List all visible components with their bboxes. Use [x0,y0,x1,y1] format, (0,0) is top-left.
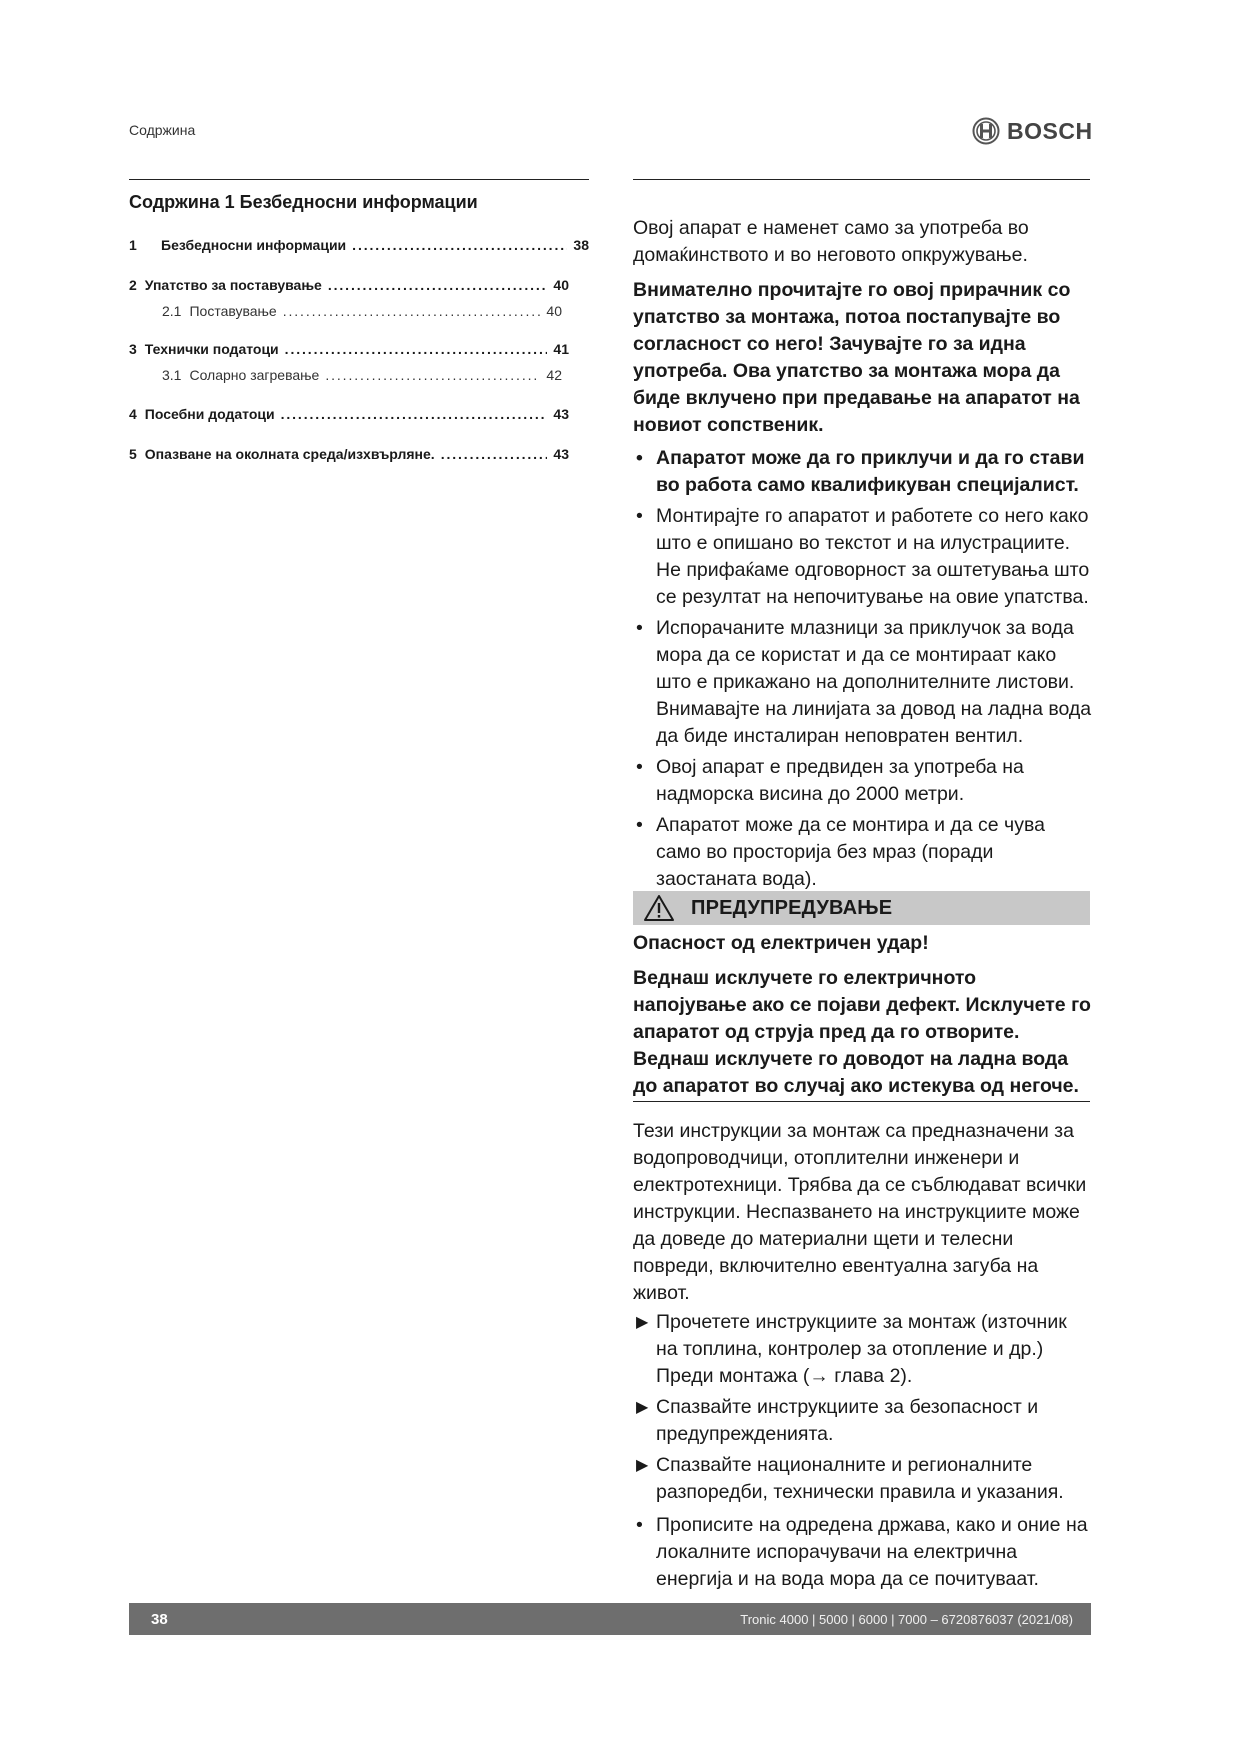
toc-entry-number: 3 [129,341,137,357]
toc-entry-page: 43 [553,406,569,422]
intro-paragraph: Овој апарат е наменет само за употреба во домаќинството и во неговото опкружување. [633,217,1029,266]
warning-title: ПРЕДУПРЕДУВАЊЕ [691,896,893,919]
toc-entry[interactable] [162,303,562,319]
warning-body [633,930,1093,1100]
bosch-logo-text: BOSCH [1007,117,1093,144]
list-item-text: Прописите на одредена држава, како и оние на локалните испорачувачи на електрична енергија и на вода мора да се почитуваат. [656,1514,1088,1590]
toc-dot-leader [325,367,540,383]
toc-entry-page: 41 [553,341,569,357]
page-footer [129,1603,1091,1635]
warning-bottom-rule [633,1101,1090,1102]
toc-entry-title: Посебни додатоци [144,406,275,422]
toc-entry[interactable] [162,367,562,383]
toc-entry-page: 38 [573,237,589,253]
toc-entry-title: Поставување [189,303,277,319]
toc-entry-page: 40 [553,277,569,293]
arrow-marker-icon: ▶ [636,1314,649,1331]
list-item [633,445,1093,499]
list-item [633,754,1093,808]
list-item-text: Апаратот може да го приклучи и да го стави во работа само квалификуван специјалист. [656,447,1085,496]
toc-entry-page: 40 [546,303,562,319]
toc-title: Содржина 1 Безбедносни информации [129,192,478,212]
bosch-armature-icon [972,117,1000,145]
bosch-logo [972,117,1093,145]
toc-entry-number: 2 [129,277,137,293]
toc-entry-title: Упатство за поставување [144,277,322,293]
toc-entry-number: 2.1 [162,303,182,319]
toc-dot-leader [328,277,548,293]
page-section-title: Содржина [129,122,196,138]
toc-entry-number: 3.1 [162,367,182,383]
toc-entry-page: 42 [546,367,562,383]
list-item [633,503,1093,611]
arrow-marker-icon: ▶ [636,1399,649,1416]
list-item [633,1394,1093,1448]
list-item [633,1309,1093,1390]
toc-entry[interactable] [129,277,569,293]
bullet-marker: • [636,756,643,778]
list-item [633,615,1093,750]
toc-entry-title: Соларно загревање [189,367,320,383]
list-item-text: Спазвайте инструкциите за безопасност и предупрежденията. [656,1396,1039,1445]
warning-text: Веднаш исклучете го електричното напојување ако се појави дефект. Исклучете го апаратот од струја пред да го отворите. Веднаш исклучете го доводот на ладна вода до апаратот во случај ако истекува од негоче. [633,967,1091,1097]
toc-entry-number: 1 [129,237,137,253]
document-reference: Tronic 4000 | 5000 | 6000 | 7000 – 6720876037 (2021/08) [740,1611,1073,1627]
list-item [633,1512,1093,1593]
instructions-paragraph: Тези инструкции за монтаж са предназначени за водопроводчици, отоплителни инженери и електротехници. Трябва да се съблюдават всички инструкции. Неспазването на инструкциите може да доведе до материални щети и телесни повреди, включително евентуална загуба на живот. [633,1120,1087,1304]
list-item [633,1452,1093,1506]
toc-entry[interactable] [129,406,569,422]
toc-dot-leader [352,237,567,253]
bullet-marker: • [636,505,643,527]
toc-dot-leader [285,341,548,357]
safety-info-section [633,215,1093,893]
list-item-text: Монтирајте го апаратот и работете со него како што е опишано во текстот и на илустрациите. Не прифаќаме одговорност за оштетувања што се резултат на непочитување на овие упатства. [656,505,1090,608]
notice-paragraph: Внимателно прочитајте го овој прирачник со упатство за монтажа, потоа постапувајте во согласност со него! Зачувајте го за идна употреба. Ова упатство за монтажа мора да биде вклучено при предавање на апаратот на новиот сопственик. [633,279,1080,436]
bullet-marker: • [636,1514,643,1536]
instructions-section [633,1118,1093,1593]
warning-header [633,891,1090,925]
toc-dot-leader [441,446,548,462]
bullet-marker: • [636,617,643,639]
arrow-marker-icon: ▶ [636,1457,649,1474]
bullet-marker: • [636,814,643,836]
warning-subtitle: Опасност од електричен удар! [633,932,929,954]
toc-dot-leader [281,406,548,422]
safety-bullet-list [633,445,1093,893]
warning-triangle-icon [643,894,675,922]
toc-entry-number: 4 [129,406,137,422]
toc-entry-page: 43 [553,446,569,462]
toc-entry[interactable] [129,237,589,253]
right-column-rule [633,179,1090,180]
toc-dot-leader [283,303,541,319]
list-item-text: Спазвайте националните и регионалните разпоредби, технически правила и указания. [656,1454,1064,1503]
list-item-text: Апаратот може да се монтира и да се чува само во просторија без мраз (поради заостаната вода). [656,814,1045,890]
list-item [633,812,1093,893]
list-item-text: Испорачаните млазници за приклучок за вода мора да се користат и да се монтираат како што е прикажано на дополнителните листови. Внимавајте на линијата за довод на ладна вода да биде инсталиран неповратен вентил. [656,617,1092,747]
toc-entry-title: Технички податоци [144,341,279,357]
page-number: 38 [151,1610,168,1628]
bullet-marker: • [636,447,643,469]
instructions-step-list [633,1309,1093,1593]
list-item-text: Прочетете инструкциите за монтаж (източник на топлина, контролер за отопление и др.) Преди монтажа (→ глава 2). [656,1311,1067,1387]
toc-entry-number: 5 [129,446,137,462]
list-item-text: Овој апарат е предвиден за употреба на надморска висина до 2000 метри. [656,756,1024,805]
toc-entry[interactable] [129,446,569,462]
toc-entry[interactable] [129,341,569,357]
toc-entry-title: Опазване на околната среда/изхвърляне. [144,446,435,462]
toc-entry-title: Безбедносни информации [161,237,347,253]
left-column-rule [129,179,589,180]
